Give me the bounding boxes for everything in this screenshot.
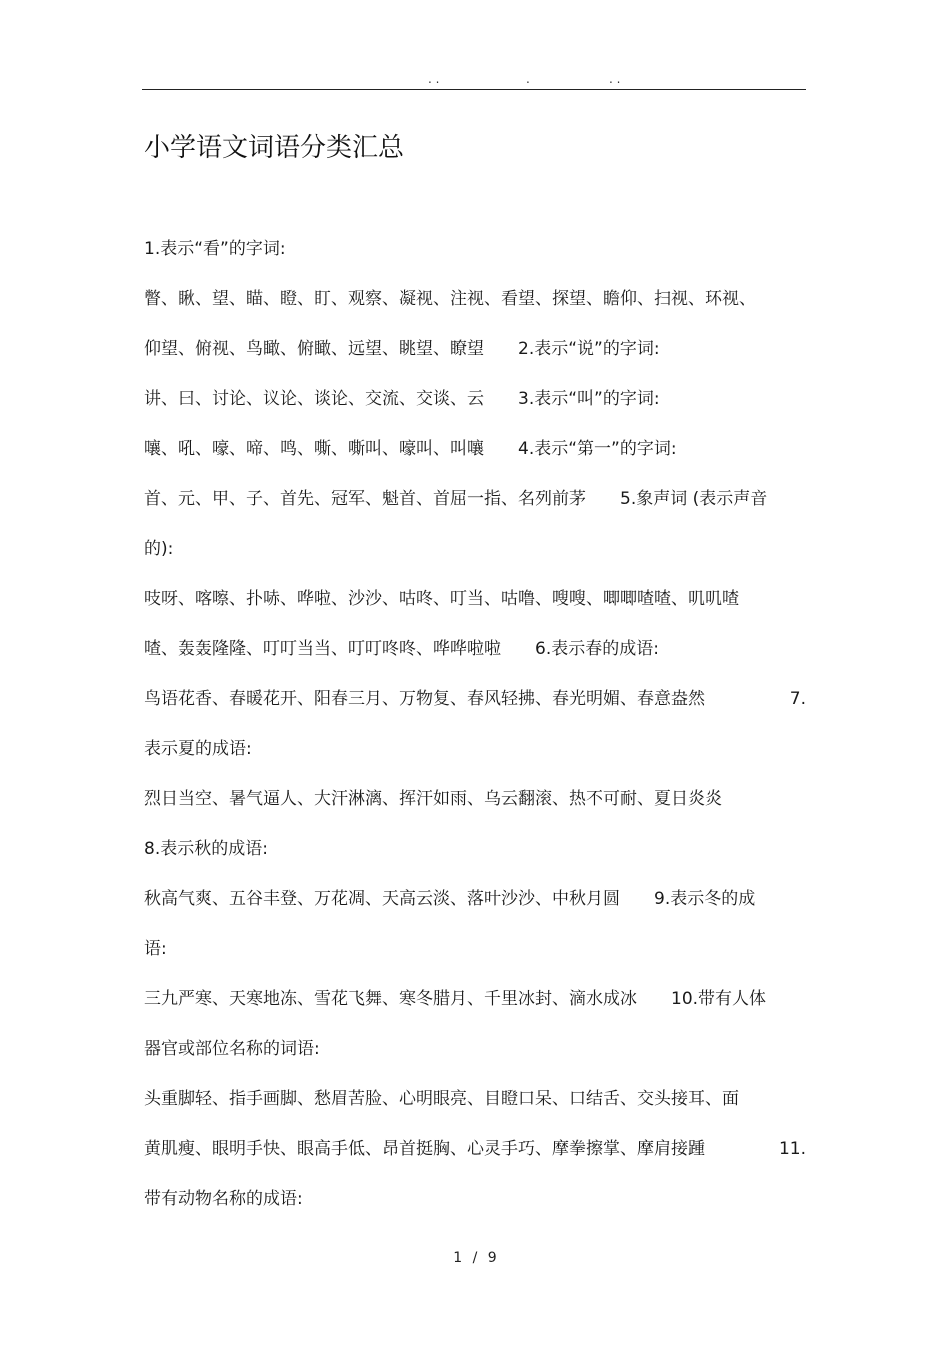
text-line bbox=[144, 236, 806, 262]
text-line bbox=[144, 786, 806, 812]
header-rule bbox=[142, 89, 806, 90]
line-text: 8.表示秋的成语: bbox=[144, 839, 268, 859]
line-text: 喳、轰轰隆隆、叮叮当当、叮叮咚咚、哗哗啦啦 bbox=[144, 639, 501, 659]
text-line bbox=[144, 536, 806, 562]
line-text: 三九严寒、天寒地冻、雪花飞舞、寒冬腊月、千里冰封、滴水成冰 bbox=[144, 989, 637, 1009]
text-line bbox=[144, 1086, 806, 1112]
section-heading-inline: 10.带有人体 bbox=[671, 989, 767, 1009]
text-line bbox=[144, 436, 806, 462]
line-text: 烈日当空、暑气逼人、大汗淋漓、挥汗如雨、乌云翻滚、热不可耐、夏日炎炎 bbox=[144, 789, 722, 809]
section-heading-inline: 4.表示“第一”的字词: bbox=[518, 439, 677, 459]
text-line bbox=[144, 736, 806, 762]
line-text: 仰望、俯视、鸟瞰、俯瞰、远望、眺望、瞭望 bbox=[144, 339, 484, 359]
section-heading-inline: 6.表示春的成语: bbox=[535, 639, 659, 659]
text-line bbox=[144, 886, 806, 912]
header-dot-group: . . bbox=[428, 72, 440, 86]
text-line bbox=[144, 686, 806, 712]
text-line bbox=[144, 336, 806, 362]
text-line bbox=[144, 486, 806, 512]
page-title: 小学语文词语分类汇总 bbox=[144, 133, 405, 163]
text-line bbox=[144, 1136, 806, 1162]
text-line bbox=[144, 836, 806, 862]
line-text: 嚷、吼、嚎、啼、鸣、嘶、嘶叫、嚎叫、叫嚷 bbox=[144, 439, 484, 459]
text-line bbox=[144, 986, 806, 1012]
line-text: 表示夏的成语: bbox=[144, 739, 252, 759]
line-text: 带有动物名称的成语: bbox=[144, 1189, 303, 1209]
line-text: 瞥、瞅、望、瞄、瞪、盯、观察、凝视、注视、看望、探望、瞻仰、扫视、环视、 bbox=[144, 289, 756, 309]
section-heading-inline: 9.表示冬的成 bbox=[654, 889, 756, 909]
line-text: 头重脚轻、指手画脚、愁眉苦脸、心明眼亮、目瞪口呆、口结舌、交头接耳、面 bbox=[144, 1089, 739, 1109]
line-text: 的): bbox=[144, 539, 174, 559]
section-heading-inline: 3.表示“叫”的字词: bbox=[518, 389, 660, 409]
line-text: 黄肌瘦、眼明手快、眼高手低、昂首挺胸、心灵手巧、摩拳擦掌、摩肩接踵 bbox=[144, 1139, 705, 1159]
line-text: 首、元、甲、子、首先、冠军、魁首、首屈一指、名列前茅 bbox=[144, 489, 586, 509]
page-number: 1 / 9 bbox=[453, 1250, 497, 1266]
section-heading-inline: 7. bbox=[789, 689, 806, 709]
text-line bbox=[144, 1036, 806, 1062]
text-line bbox=[144, 586, 806, 612]
section-heading-inline: 11. bbox=[778, 1139, 806, 1159]
text-line bbox=[144, 636, 806, 662]
line-text: 讲、曰、讨论、议论、谈论、交流、交谈、云 bbox=[144, 389, 484, 409]
header-dot-group: . bbox=[526, 72, 530, 86]
section-heading-inline: 2.表示“说”的字词: bbox=[518, 339, 660, 359]
line-text: 秋高气爽、五谷丰登、万花凋、天高云淡、落叶沙沙、中秋月圆 bbox=[144, 889, 620, 909]
text-line bbox=[144, 936, 806, 962]
line-text: 1.表示“看”的字词: bbox=[144, 239, 286, 259]
text-line bbox=[144, 286, 806, 312]
page-header-dots bbox=[142, 72, 806, 88]
text-line bbox=[144, 1186, 806, 1212]
section-heading-inline: 5.象声词 (表示声音 bbox=[620, 489, 768, 509]
text-line bbox=[144, 386, 806, 412]
line-text: 鸟语花香、春暖花开、阳春三月、万物复、春风轻拂、春光明媚、春意盎然 bbox=[144, 689, 705, 709]
header-dot-group: . . bbox=[609, 72, 621, 86]
line-text: 器官或部位名称的词语: bbox=[144, 1039, 320, 1059]
line-text: 语: bbox=[144, 939, 167, 959]
line-text: 吱呀、喀嚓、扑哧、哗啦、沙沙、咕咚、叮当、咕噜、嗖嗖、唧唧喳喳、叽叽喳 bbox=[144, 589, 739, 609]
